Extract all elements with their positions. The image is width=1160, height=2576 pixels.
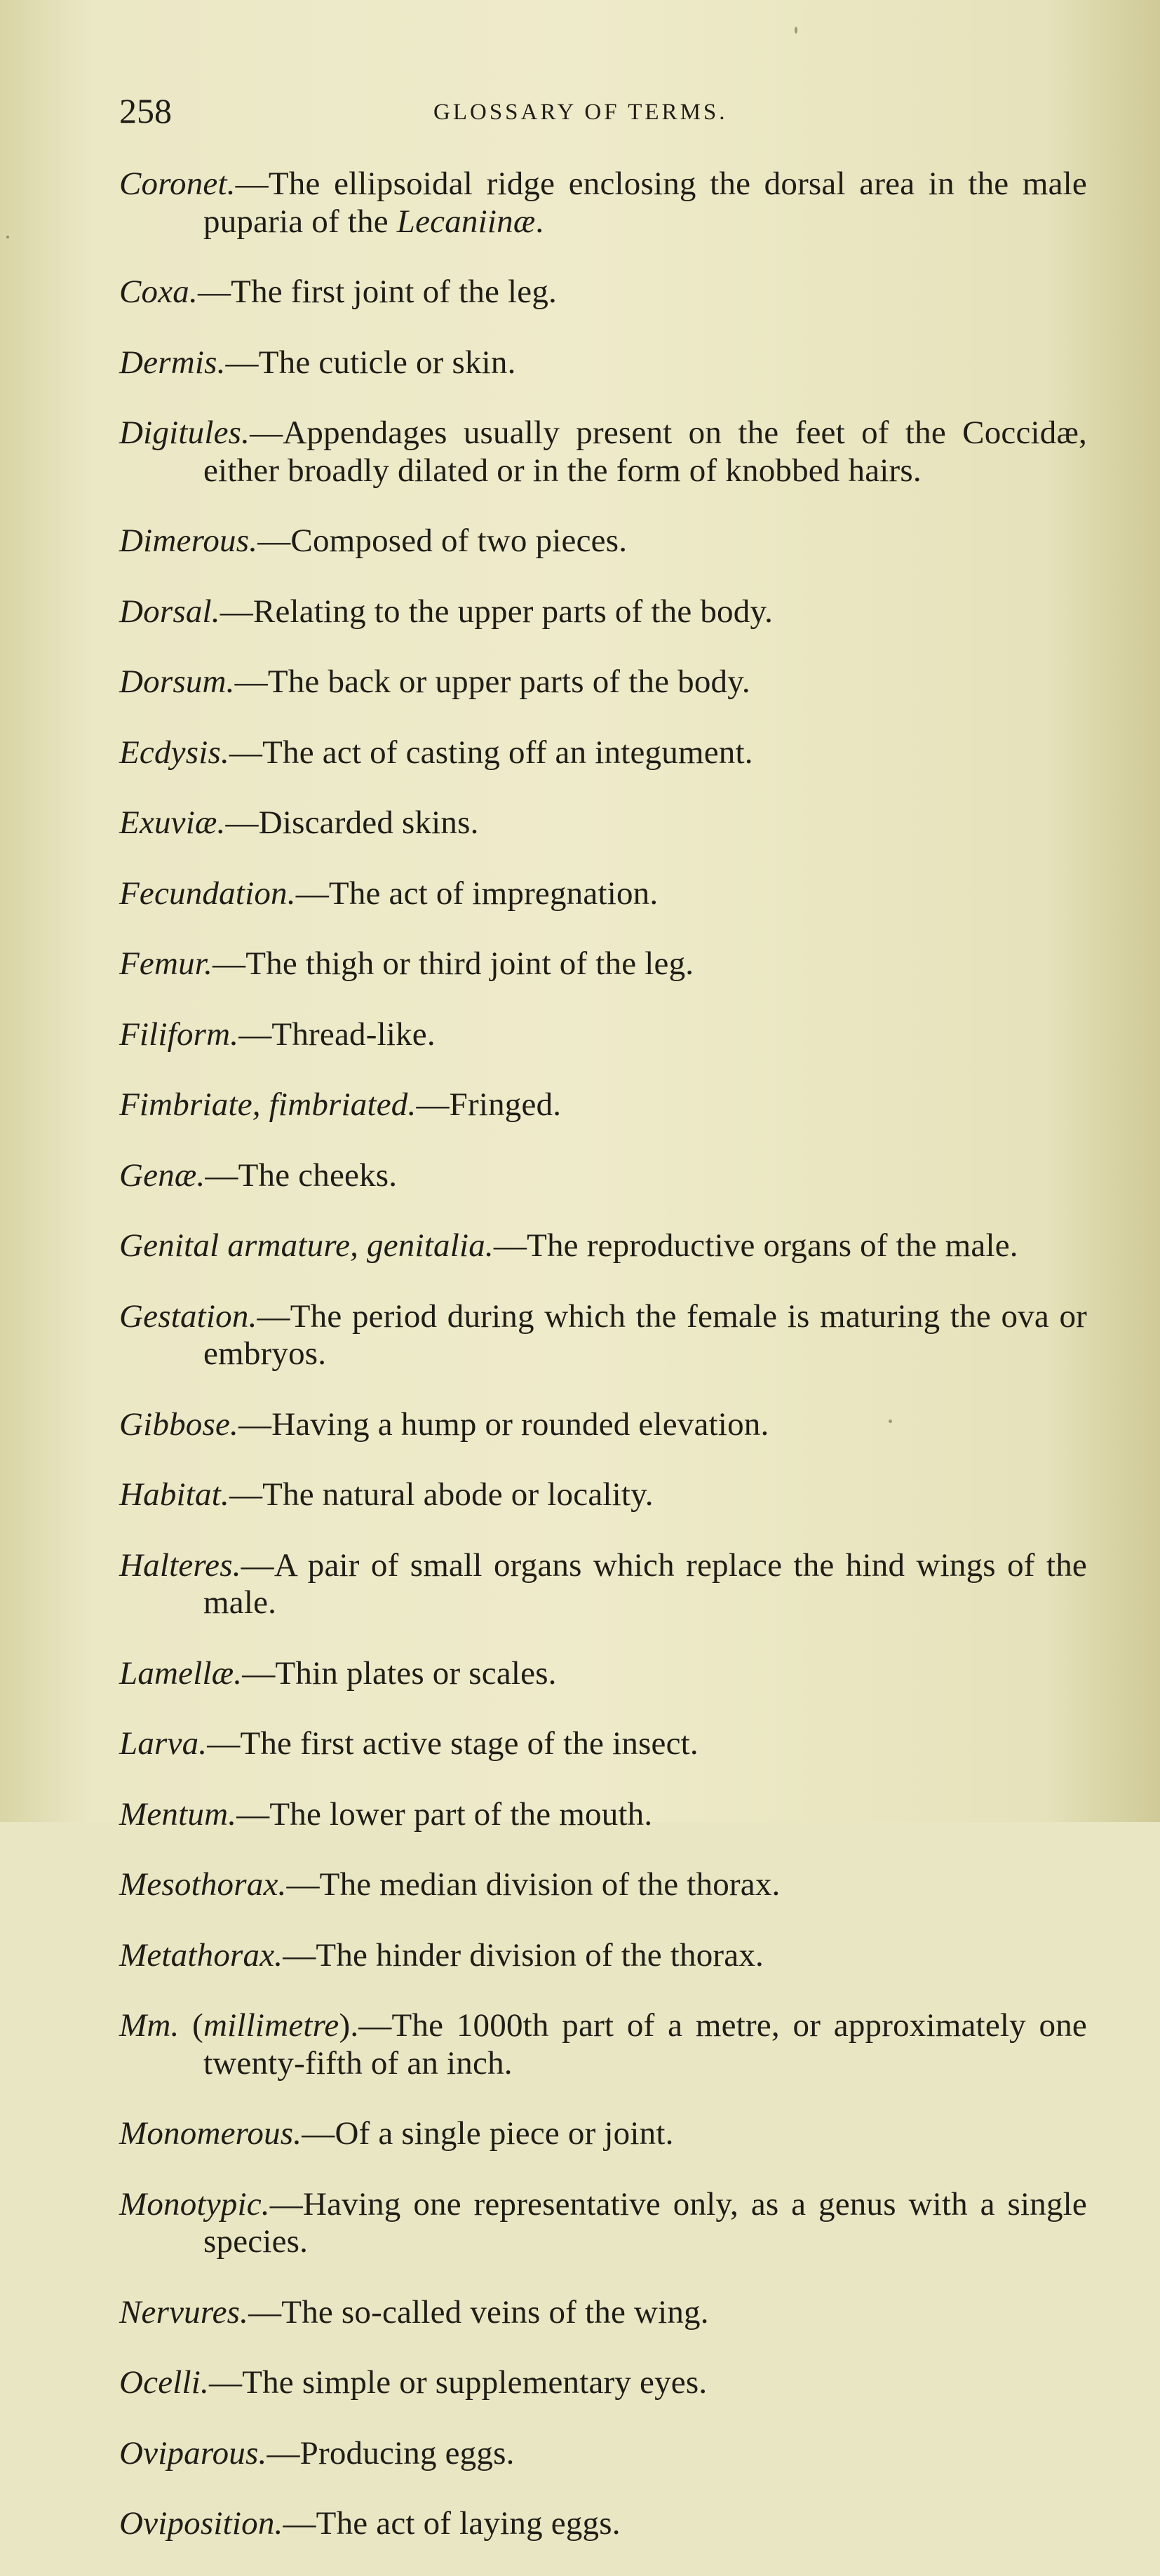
glossary-term: Gibbose.: [119, 1405, 239, 1443]
paper-speck: [6, 236, 9, 238]
glossary-entry: [119, 1406, 1087, 1444]
glossary-term: Gestation.: [119, 1297, 257, 1335]
glossary-term: Coxa.: [119, 274, 198, 310]
glossary-term: Dorsum.: [119, 663, 235, 700]
glossary-definition: —The back or upper parts of the body.: [234, 663, 750, 700]
glossary-entry: [119, 875, 1087, 913]
glossary-entry: [119, 274, 1087, 311]
glossary-entry: [119, 2007, 1087, 2082]
glossary-term: Halteres.: [119, 1546, 241, 1584]
glossary-entry: [119, 734, 1087, 772]
page-header: [119, 90, 1094, 132]
glossary-definition-end: .: [535, 203, 544, 240]
page-number: 258: [119, 91, 172, 130]
glossary-term: Larva.: [119, 1725, 208, 1762]
glossary-definition: —The thigh or third joint of the leg.: [213, 945, 694, 982]
glossary-definition: —Producing eggs.: [267, 2434, 515, 2472]
glossary-term: Monotypic.: [119, 2185, 270, 2223]
glossary-definition: —The act of laying eggs.: [283, 2505, 621, 2542]
glossary-definition: —The cheeks.: [205, 1156, 398, 1194]
glossary-entry: [119, 414, 1087, 490]
paper-speck: [889, 1420, 892, 1423]
running-head: GLOSSARY OF TERMS.: [433, 100, 728, 125]
glossary-term: Mm.: [119, 2007, 180, 2044]
glossary-entry: [119, 2294, 1087, 2332]
glossary-definition: —The natural abode or locality.: [229, 1476, 654, 1513]
glossary-entry: [119, 1655, 1087, 1693]
glossary-definition: —Of a single piece or joint.: [302, 2115, 674, 2152]
glossary-entry: [119, 593, 1087, 631]
glossary-definition: —The first active stage of the insect.: [207, 1725, 699, 1762]
glossary-term: Lamellæ.: [119, 1654, 243, 1692]
glossary-definition: —The simple or supplementary eyes.: [209, 2364, 708, 2401]
glossary-definition: —The median division of the thorax.: [286, 1866, 781, 1903]
glossary-entry: [119, 1725, 1087, 1763]
glossary-term: Genital armature, genitalia.: [119, 1227, 494, 1264]
glossary-term-paren-open: (: [179, 2007, 204, 2044]
glossary-entry: [119, 1937, 1087, 1975]
glossary-term: Genæ.: [119, 1156, 205, 1194]
glossary-term: Monomerous.: [119, 2115, 302, 2152]
glossary-entry: [119, 166, 1087, 241]
glossary-entry: [119, 2505, 1087, 2543]
glossary-term: Mesothorax.: [119, 1866, 287, 1903]
taxon-name: Lecaniinæ: [396, 203, 536, 240]
glossary-definition: —Fringed.: [416, 1086, 562, 1123]
glossary-term-paren: millimetre: [203, 2007, 339, 2044]
glossary-term: Dimerous.: [119, 522, 258, 559]
glossary-entry: [119, 1086, 1087, 1124]
glossary-term: Dermis.: [119, 344, 226, 381]
glossary-term: Metathorax.: [119, 1936, 283, 1974]
glossary-definition: —Thin plates or scales.: [242, 1654, 557, 1692]
glossary-term: Femur.: [119, 945, 213, 982]
glossary-definition: —Having a hump or rounded elevation.: [238, 1405, 769, 1443]
glossary-definition: —The act of casting off an integument.: [229, 734, 753, 771]
glossary-definition: —The so-called veins of the wing.: [248, 2293, 709, 2331]
glossary-entry: [119, 804, 1087, 842]
glossary-entry: [119, 1157, 1087, 1195]
glossary-entry: [119, 945, 1087, 983]
glossary-definition: —Composed of two pieces.: [257, 522, 628, 559]
glossary-definition: —Discarded skins.: [225, 804, 479, 841]
glossary-list: [119, 166, 1087, 2576]
glossary-term: Filiform.: [119, 1016, 239, 1053]
glossary-term: Digitules.: [119, 414, 250, 451]
glossary-definition: —The lower part of the mouth.: [236, 1795, 653, 1833]
glossary-definition: —Having one representative only, as a genus with a single species.: [203, 2185, 1087, 2260]
glossary-definition: —The 1000th part of a metre, or approximately one twenty-fifth of an inch.: [203, 2007, 1087, 2082]
glossary-definition: —A pair of small organs which replace the hind wings of the male.: [203, 1546, 1087, 1621]
glossary-entry: [119, 1298, 1087, 1373]
glossary-entry: [119, 1476, 1087, 1514]
glossary-entry: [119, 2186, 1087, 2261]
glossary-entry: [119, 1227, 1087, 1265]
glossary-definition: —The hinder division of the thorax.: [283, 1936, 764, 1974]
glossary-entry: [119, 1016, 1087, 1054]
glossary-term: Mentum.: [119, 1795, 237, 1833]
glossary-term: Oviposition.: [119, 2505, 283, 2542]
glossary-entry: [119, 663, 1087, 701]
glossary-term: Dorsal.: [119, 593, 220, 630]
glossary-entry: [119, 2435, 1087, 2473]
glossary-term: Nervures.: [119, 2293, 249, 2331]
glossary-entry: [119, 1796, 1087, 1834]
glossary-term: Exuviæ.: [119, 804, 226, 841]
glossary-term: Fimbriate, fimbriated.: [119, 1086, 417, 1123]
glossary-entry: [119, 1866, 1087, 1904]
glossary-definition: —The reproductive organs of the male.: [493, 1227, 1018, 1264]
glossary-term: Habitat.: [119, 1476, 229, 1513]
glossary-entry: [119, 522, 1087, 560]
glossary-term: Coronet.: [119, 166, 236, 202]
glossary-entry: [119, 2364, 1087, 2402]
glossary-term: Oviparous.: [119, 2434, 267, 2472]
glossary-definition: —The first joint of the leg.: [197, 274, 558, 310]
glossary-definition: —Relating to the upper parts of the body.: [220, 593, 774, 630]
paper-speck: [795, 27, 797, 34]
glossary-term: Fecundation.: [119, 875, 296, 912]
glossary-definition: —The act of impregnation.: [295, 875, 659, 912]
glossary-term: Ocelli.: [119, 2364, 209, 2401]
glossary-definition: —The cuticle or skin.: [225, 344, 516, 381]
glossary-definition: —Appendages usually present on the feet of the Coccidæ, either broadly dilated or in the form of knobbed hairs.: [203, 414, 1087, 489]
glossary-entry: [119, 344, 1087, 382]
glossary-term-paren-close: ).: [339, 2007, 359, 2044]
glossary-definition: —The period during which the female is maturing the ova or embryos.: [203, 1297, 1087, 1372]
glossary-definition: —Thread-like.: [238, 1016, 436, 1053]
glossary-entry: [119, 2115, 1087, 2153]
glossary-entry: [119, 1547, 1087, 1622]
glossary-definition: —The ellipsoidal ridge enclosing the dorsal area in the male puparia of the: [203, 166, 1087, 240]
glossary-term: Ecdysis.: [119, 734, 229, 771]
